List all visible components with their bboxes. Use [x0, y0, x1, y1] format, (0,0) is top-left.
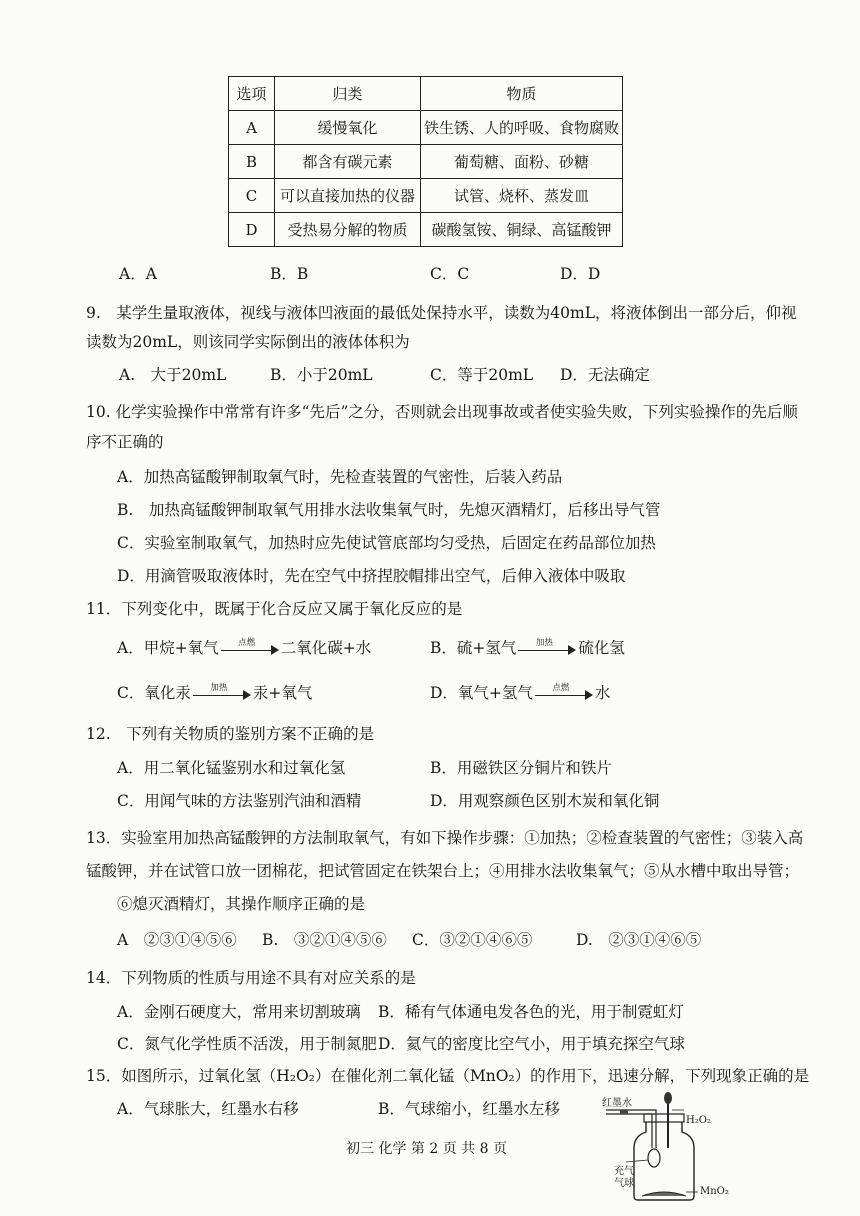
reactants: B．硫+氢气 — [430, 639, 517, 657]
q13-option-b: B. ③②①④⑤⑥ — [262, 931, 387, 949]
table-header-substance: 物质 — [421, 77, 623, 111]
table-header-row — [229, 77, 623, 111]
reaction-arrow-icon — [221, 638, 279, 656]
table-cell: 都含有碳元素 — [275, 145, 421, 179]
q11-option-a — [117, 636, 371, 658]
q13-stem-line1: 13．实验室用加热高锰酸钾的方法制取氧气，有如下操作步骤：①加热；②检查装置的气密性；③装入高 — [86, 829, 804, 847]
q14-option-d: D．氦气的密度比空气小，用于填充探空气球 — [378, 1035, 685, 1053]
q8-option-a: A．A — [119, 265, 157, 283]
q12-option-a: A．用二氧化锰鉴别水和过氧化氢 — [117, 759, 346, 777]
table-cell: D — [229, 213, 275, 247]
q12-option-b: B．用磁铁区分铜片和铁片 — [430, 759, 612, 777]
table-cell: B — [229, 145, 275, 179]
q10-stem-line1: 10. 化学实验操作中常常有许多“先后”之分，否则就会出现事故或者使实验失败，下列实验操作的先后顺 — [86, 403, 798, 421]
reaction-arrow-icon — [193, 683, 251, 701]
q9-option-d: D．无法确定 — [560, 366, 650, 384]
table-row — [229, 111, 623, 145]
products: 汞+氧气 — [252, 684, 313, 702]
table-cell: A — [229, 111, 275, 145]
label-red-ink: 红墨水 — [602, 1098, 632, 1109]
table-cell: 葡萄糖、面粉、砂糖 — [421, 145, 623, 179]
table-cell: 试管、烧杯、蒸发皿 — [421, 179, 623, 213]
q10-option-a: A．加热高锰酸钾制取氧气时，先检查装置的气密性，后装入药品 — [117, 468, 563, 486]
label-inflated: 充气 — [614, 1166, 634, 1177]
reaction-arrow-icon — [535, 683, 593, 701]
q14-option-b: B．稀有气体通电发各色的光，用于制霓虹灯 — [378, 1003, 684, 1021]
reactants: A．甲烷+氧气 — [117, 639, 219, 657]
q10-option-d: D．用滴管吸取液体时，先在空气中挤捏胶帽排出空气，后伸入液体中吸取 — [117, 567, 626, 585]
q14-option-a: A．金刚石硬度大，常用来切割玻璃 — [117, 1003, 361, 1021]
reaction-condition: 点燃 — [238, 638, 256, 648]
products: 水 — [594, 684, 611, 702]
table-header-option: 选项 — [229, 77, 275, 111]
q13-option-a: A ②③①④⑤⑥ — [117, 931, 237, 949]
table-row — [229, 145, 623, 179]
reaction-condition: 加热 — [535, 638, 553, 648]
q15-option-b: B．气球缩小，红墨水左移 — [378, 1100, 560, 1118]
q9-option-b: B．小于20mL — [270, 366, 373, 384]
apparatus-figure — [598, 1088, 728, 1206]
reaction-condition: 点燃 — [552, 683, 570, 693]
table-cell: 受热易分解的物质 — [275, 213, 421, 247]
q11-option-c — [117, 681, 312, 703]
q14-option-c: C．氮气化学性质不活泼，用于制氮肥 — [117, 1035, 377, 1053]
classification-table — [228, 76, 623, 247]
reaction-arrow-icon — [518, 638, 576, 656]
table-cell: 碳酸氢铵、铜绿、高锰酸钾 — [421, 213, 623, 247]
q9-stem-line2: 读数为20mL，则该同学实际倒出的液体体积为 — [86, 333, 410, 351]
q13-option-c: C．③②①④⑥⑤ — [412, 931, 533, 949]
q10-option-b: B. 加热高锰酸钾制取氧气用排水法收集氧气时，先熄灭酒精灯，后移出导气管 — [117, 501, 661, 519]
q11-stem: 11．下列变化中，既属于化合反应又属于氧化反应的是 — [86, 600, 463, 618]
q8-option-b: B．B — [270, 265, 309, 283]
q13-stem-line3: ⑥熄灭酒精灯，其操作顺序正确的是 — [117, 895, 366, 913]
table-cell: 铁生锈、人的呼吸、食物腐败 — [421, 111, 623, 145]
q13-option-d: D. ②③①④⑥⑤ — [576, 931, 702, 949]
q8-option-c: C．C — [430, 265, 470, 283]
q11-option-d — [430, 681, 610, 703]
q12-stem: 12. 下列有关物质的鉴别方案不正确的是 — [86, 725, 375, 743]
q11-option-b — [430, 636, 625, 658]
q14-stem: 14．下列物质的性质与用途不具有对应关系的是 — [86, 969, 416, 987]
q9-option-a: A. 大于20mL — [119, 366, 227, 384]
q13-stem-line2: 锰酸钾，并在试管口放一团棉花，把试管固定在铁架台上；④用排水法收集氧气；⑤从水槽中取出导管； — [86, 862, 800, 880]
table-cell: 缓慢氧化 — [275, 111, 421, 145]
q10-option-c: C．实验室制取氧气，加热时应先使试管底部均匀受热，后固定在药品部位加热 — [117, 534, 656, 552]
page-footer: 初三 化学 第 2 页 共 8 页 — [346, 1141, 507, 1157]
label-mno2: MnO₂ — [700, 1186, 729, 1197]
table-row — [229, 179, 623, 213]
reaction-condition: 加热 — [210, 683, 228, 693]
table-cell: C — [229, 179, 275, 213]
products: 二氧化碳+水 — [280, 639, 372, 657]
q9-stem-line1: 9. 某学生量取液体，视线与液体凹液面的最低处保持水平，读数为40mL，将液体倒出一部分后，仰视 — [86, 304, 797, 322]
q9-option-c: C．等于20mL — [430, 366, 534, 384]
q15-option-a: A．气球胀大，红墨水右移 — [117, 1100, 299, 1118]
q8-option-d: D．D — [560, 265, 601, 283]
q12-option-c: C．用闻气味的方法鉴别汽油和酒精 — [117, 792, 362, 810]
q10-stem-line2: 序不正确的 — [86, 433, 164, 451]
q12-option-d: D．用观察颜色区别木炭和氧化铜 — [430, 792, 660, 810]
products: 硫化氢 — [578, 639, 625, 657]
q15-stem: 15．如图所示，过氧化氢（H₂O₂）在催化剂二氧化锰（MnO₂）的作用下，迅速分解，下列现象正确的是 — [86, 1067, 810, 1085]
label-h2o2: H₂O₂ — [686, 1115, 711, 1126]
label-balloon: 气球 — [614, 1178, 634, 1189]
reactants: D．氧气+氢气 — [430, 684, 533, 702]
table-header-category: 归类 — [275, 77, 421, 111]
table-row — [229, 213, 623, 247]
reactants: C．氧化汞 — [117, 684, 191, 702]
table-cell: 可以直接加热的仪器 — [275, 179, 421, 213]
